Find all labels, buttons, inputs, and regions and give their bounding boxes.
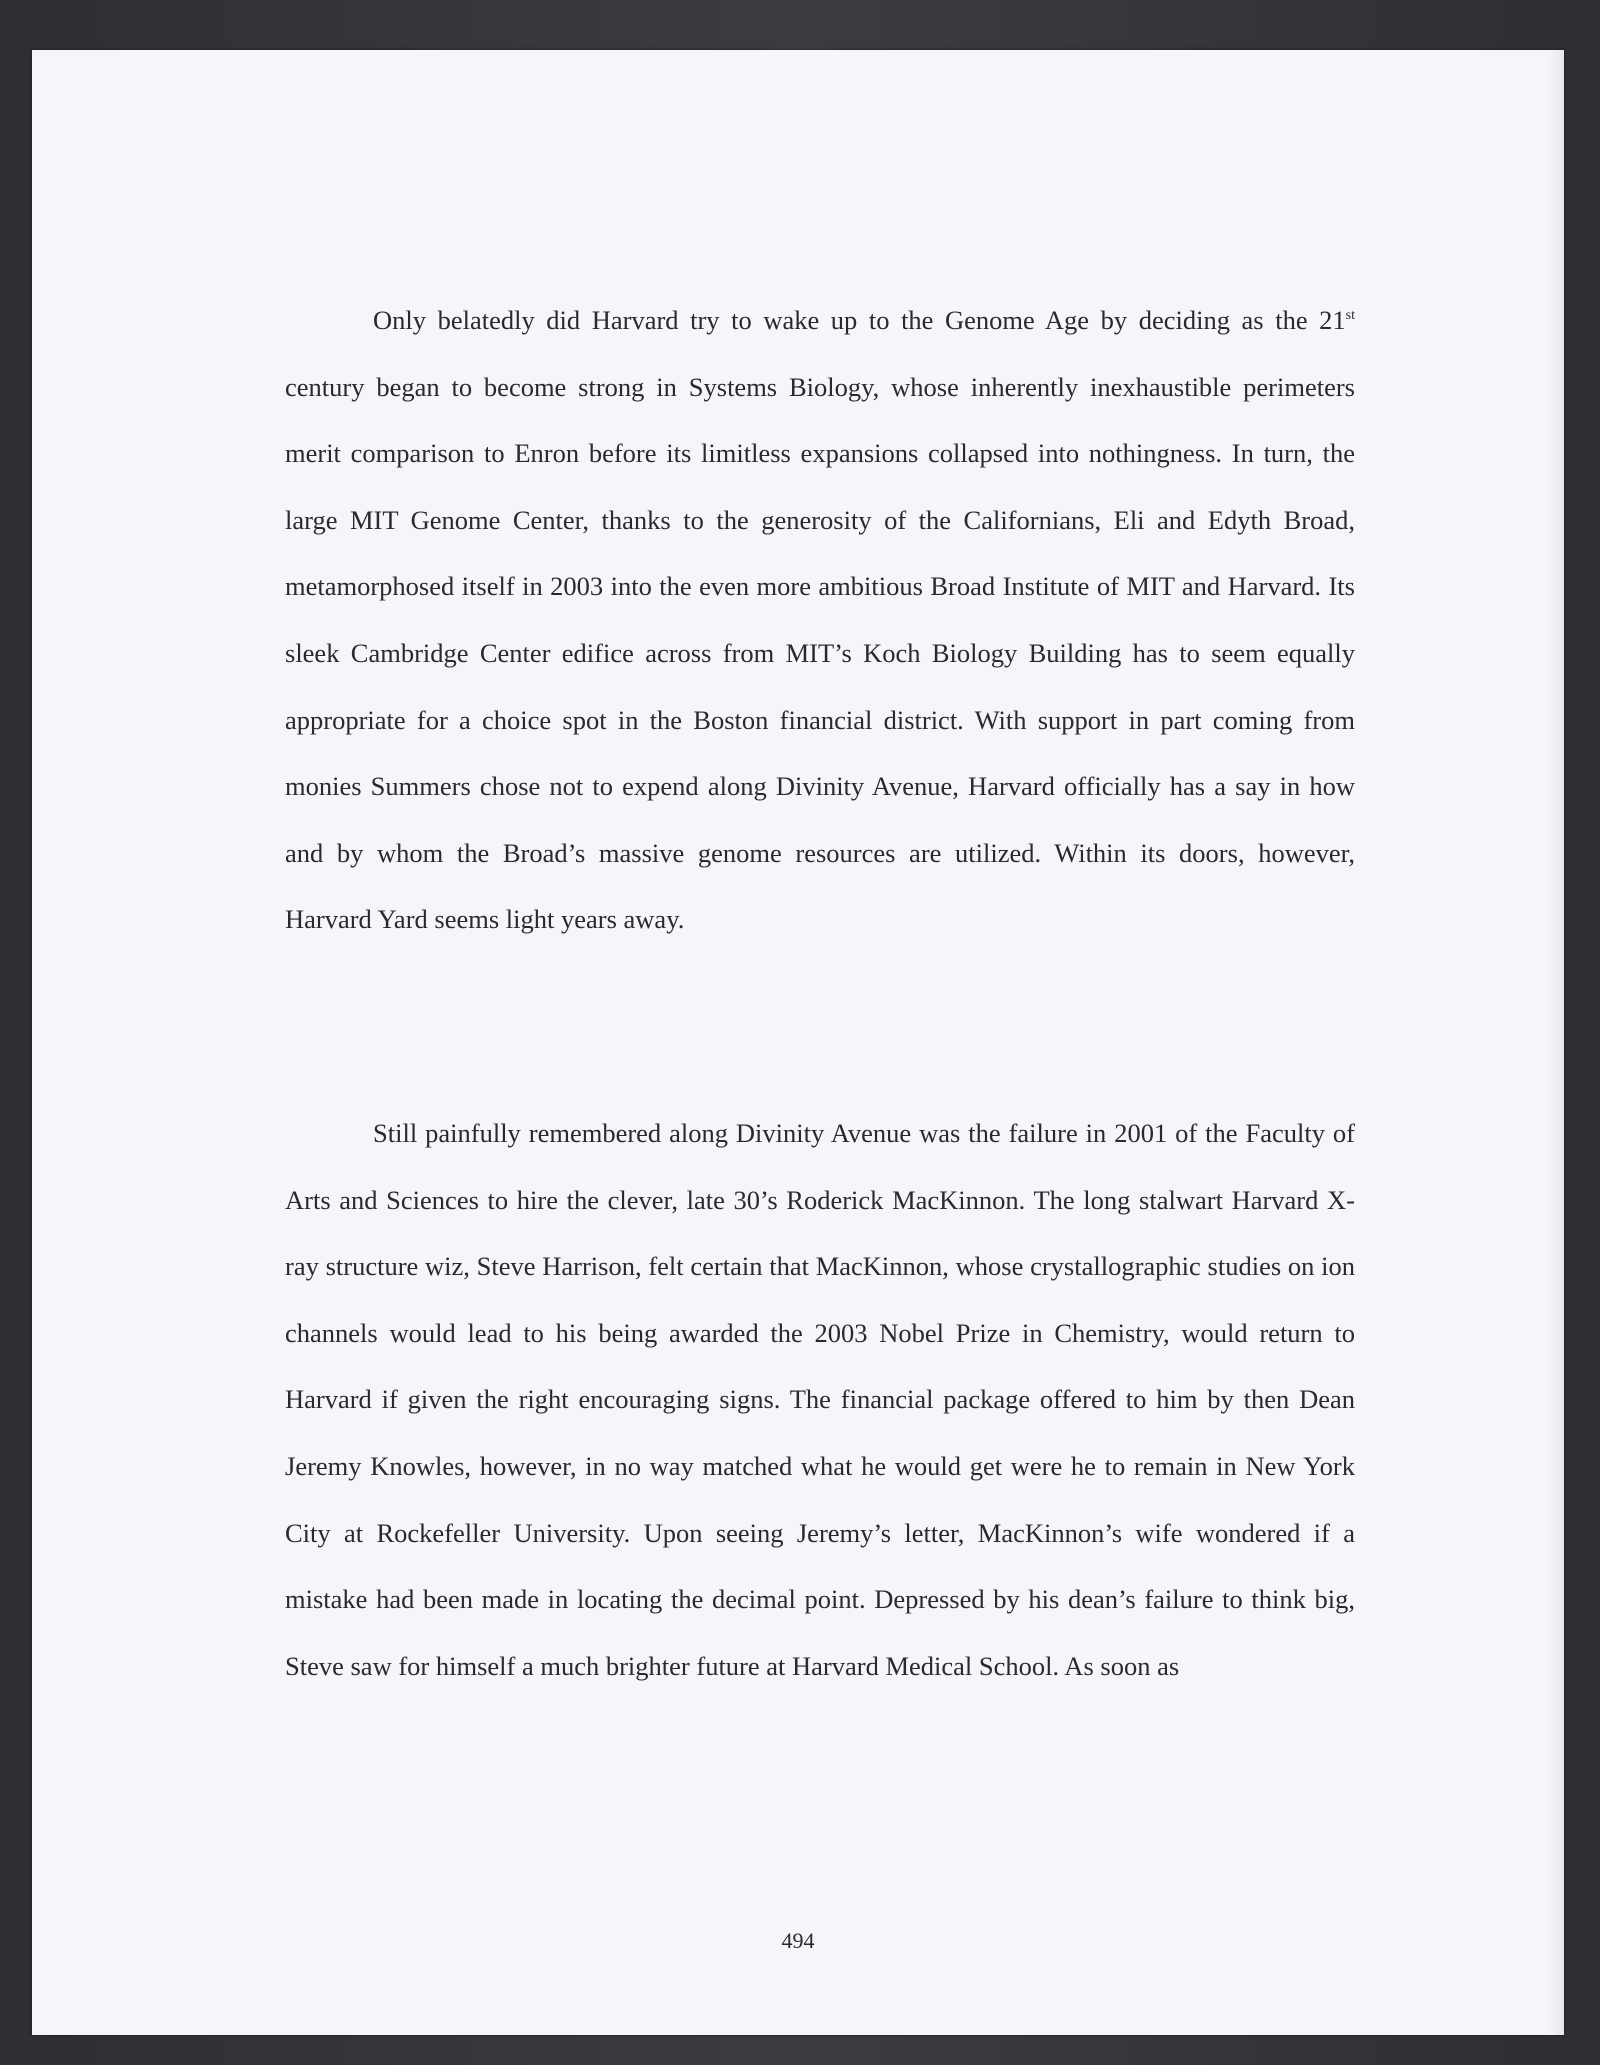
document-page	[32, 50, 1564, 2035]
paragraph-1-lead-text: Only belatedly did Harvard try to wake up to the Genome Age by deciding as the	[373, 305, 1320, 335]
body-paragraph-2	[285, 1100, 1355, 1699]
ordinal-suffix: st	[1345, 308, 1355, 323]
body-paragraph-1	[285, 287, 1355, 953]
ordinal-number: 21	[1319, 305, 1346, 335]
page-number: 494	[781, 1928, 815, 1953]
paragraph-2-text: Still painfully remembered along Divinity Avenue was the failure in 2001 of the Faculty of Arts and Sciences to hire the clever, late 30’s Roderick MacKinnon. The long stalwart Harvard X-ray structure wiz, Steve Harrison, felt certain that MacKinnon, whose crystallographic studies on ion channels would lead to his being awarded the 2003 Nobel Prize in Chemistry, would return to Harvard if given the right encouraging signs. The financial package offered to him by then Dean Jeremy Knowles, however, in no way matched what he would get were he to remain in New York City at Rockefeller University. Upon seeing Jeremy’s letter, MacKinnon’s wife wondered if a mistake had been made in locating the decimal point. Depressed by his dean’s failure to think big, Steve saw for himself a much brighter future at Harvard Medical School. As soon as	[285, 1118, 1355, 1681]
page-edge-shadow	[1548, 50, 1564, 2035]
paragraph-1-body-text: century began to become strong in Systems Biology, whose inherently inexhaustible perimeters merit comparison to Enron before its limitless expansions collapsed into nothingness. In turn, the large MIT Genome Center, thanks to the generosity of the Californians, Eli and Edyth Broad, metamorphosed itself in 2003 into the even more ambitious Broad Institute of MIT and Harvard. Its sleek Cambridge Center edifice across from MIT’s Koch Biology Building has to seem equally appropriate for a choice spot in the Boston financial district. With support in part coming from monies Summers chose not to expend along Divinity Avenue, Harvard officially has a say in how and by whom the Broad’s massive genome resources are utilized. Within its doors, however, Harvard Yard seems light years away.	[285, 371, 1355, 935]
